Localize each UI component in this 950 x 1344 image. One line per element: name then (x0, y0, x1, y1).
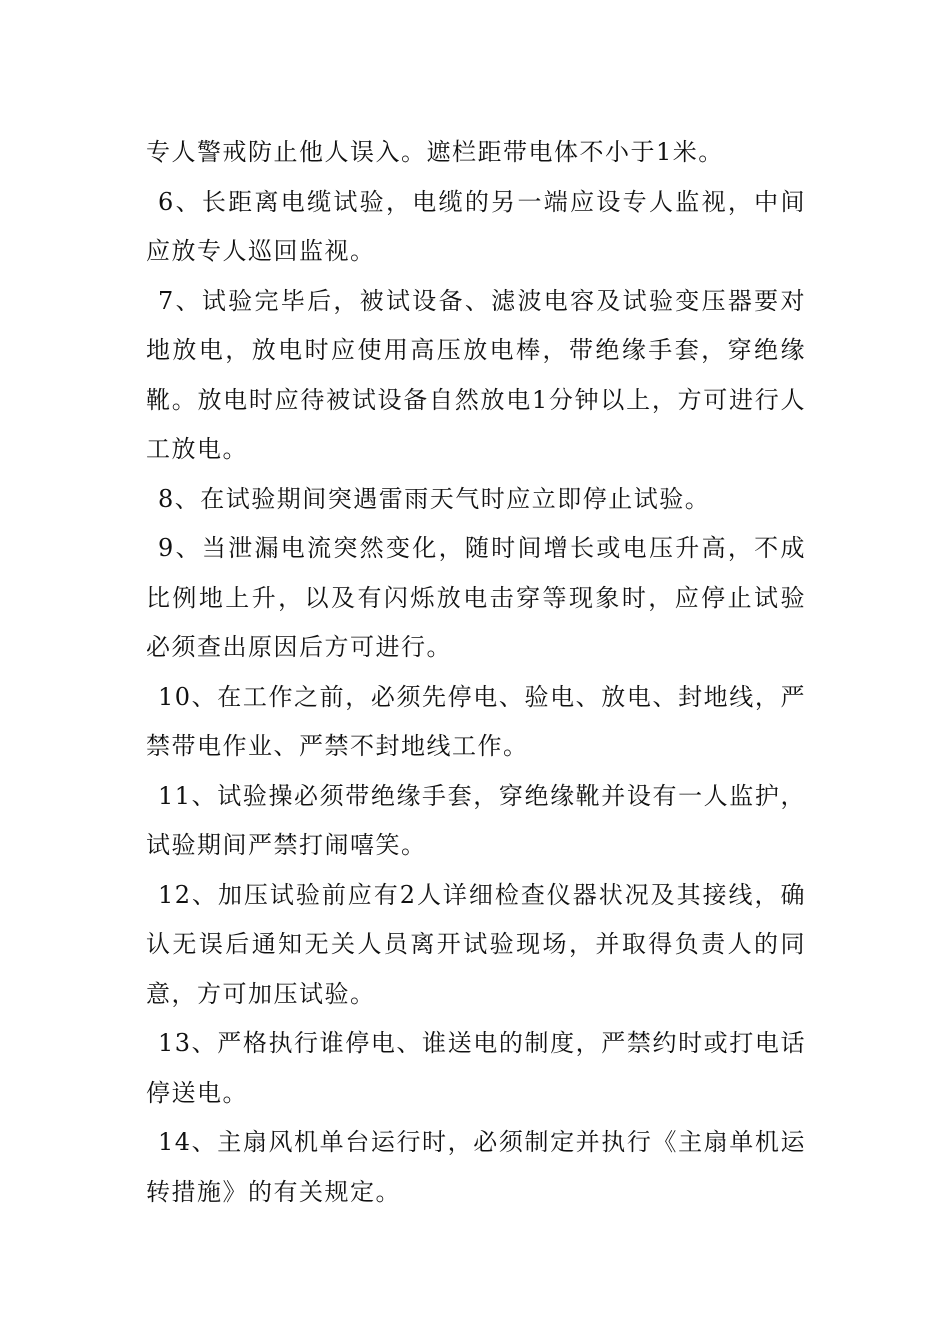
paragraph-continuation: 专人警戒防止他人误入。遮栏距带电体不小于1米。 (146, 138, 724, 166)
paragraph-item-10: 10、在工作之前，必须先停电、验电、放电、封地线，严禁带电作业、严禁不封地线工作。 (146, 682, 806, 760)
document-body (146, 128, 806, 1217)
paragraph-item-6: 6、长距离电缆试验，电缆的另一端应设专人监视，中间应放专人巡回监视。 (146, 187, 806, 265)
paragraph-item-14: 14、主扇风机单台运行时，必须制定并执行《主扇单机运转措施》的有关规定。 (146, 1128, 806, 1206)
paragraph-item-9: 9、当泄漏电流突然变化，随时间增长或电压升高，不成比例地上升，以及有闪烁放电击穿等现象时，应停止试验必须查出原因后方可进行。 (146, 534, 806, 661)
paragraph-item-7: 7、试验完毕后，被试设备、滤波电容及试验变压器要对地放电，放电时应使用高压放电棒，带绝缘手套，穿绝缘靴。放电时应待被试设备自然放电1分钟以上，方可进行人工放电。 (146, 286, 806, 463)
paragraph-item-12: 12、加压试验前应有2人详细检查仪器状况及其接线，确认无误后通知无关人员离开试验现场，并取得负责人的同意，方可加压试验。 (146, 880, 806, 1008)
paragraph-item-11: 11、试验操必须带绝缘手套，穿绝缘靴并设有一人监护，试验期间严禁打闹嘻笑。 (146, 781, 806, 859)
paragraph-item-8: 8、在试验期间突遇雷雨天气时应立即停止试验。 (158, 484, 711, 513)
paragraph-item-13: 13、严格执行谁停电、谁送电的制度，严禁约时或打电话停送电。 (146, 1029, 806, 1107)
